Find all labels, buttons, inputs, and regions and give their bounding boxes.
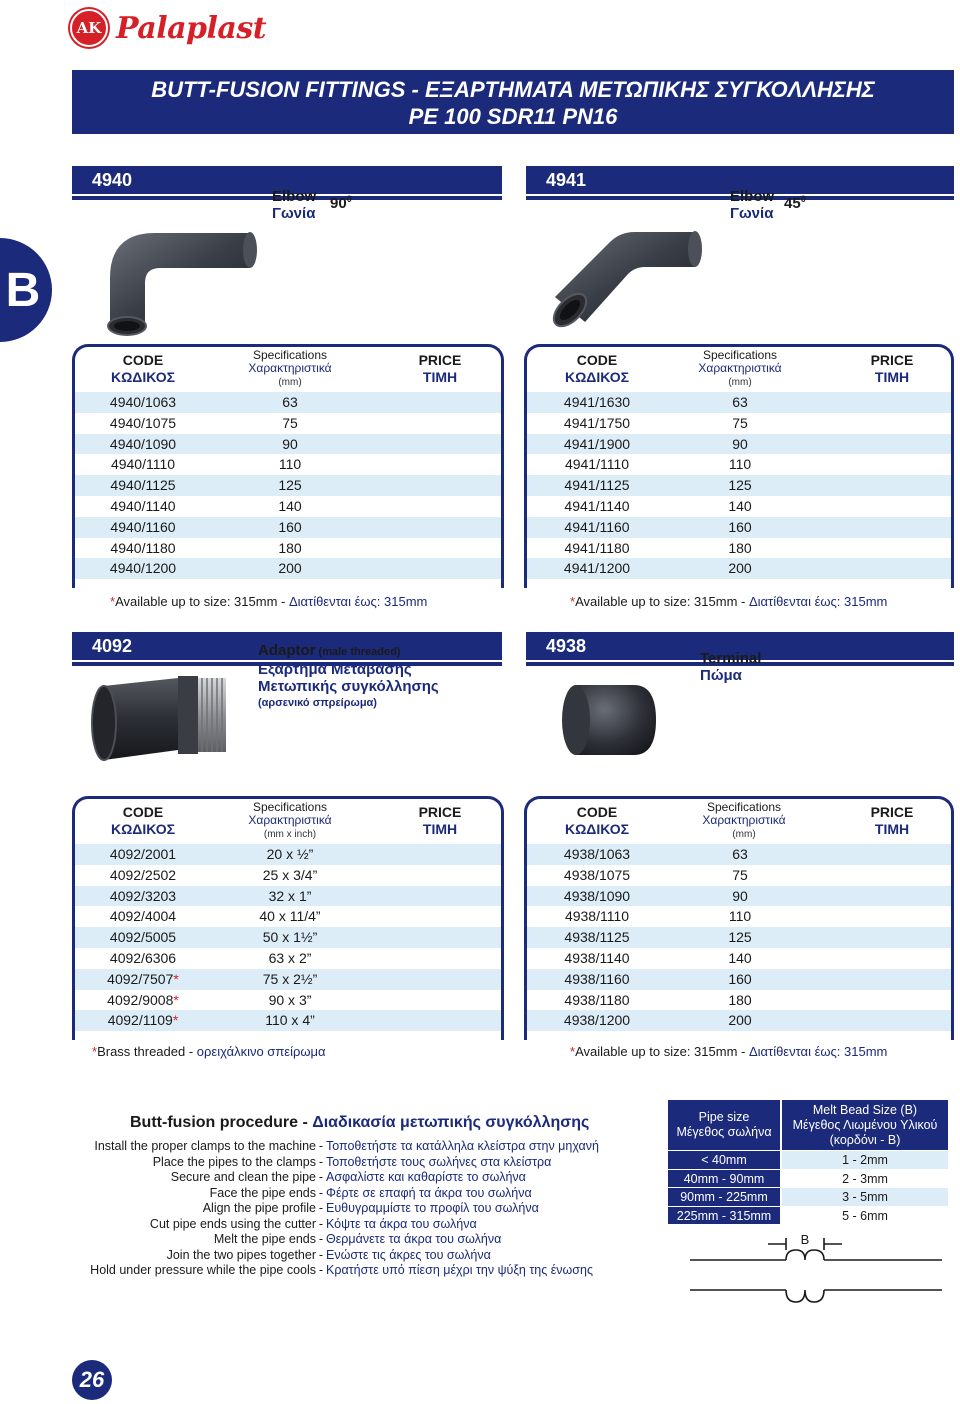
table-row	[527, 865, 951, 886]
terminal-cap-image	[556, 670, 666, 770]
row-spec: 63	[732, 846, 748, 862]
section-tab: B	[0, 238, 52, 342]
procedure-step: Face the pipe ends - Φέρτε σε επαφή τα άκρα του σωλήνα	[60, 1186, 640, 1202]
table-row	[527, 969, 951, 990]
product-code: 4092	[92, 636, 133, 656]
row-spec: 90	[282, 435, 298, 452]
melt-row	[668, 1206, 948, 1225]
row-spec: 75	[282, 414, 298, 431]
procedure-step: Hold under pressure while the pipe cools - Κρατήστε υπό πίεση μέχρι την ψύξη της ένωσης	[60, 1263, 640, 1279]
table-row	[527, 434, 951, 455]
product-name-4938	[700, 650, 761, 684]
row-spec: 125	[728, 477, 752, 494]
table-row	[75, 392, 501, 413]
elbow-45-image	[540, 212, 720, 337]
row-spec: 200	[278, 560, 302, 577]
angle-sup: 0	[346, 194, 352, 204]
table-4938	[524, 796, 954, 1040]
row-code: 4938/1140	[564, 949, 630, 966]
row-spec: 75	[732, 866, 748, 883]
melt-row	[668, 1169, 948, 1188]
row-code: 4941/1180	[564, 539, 630, 556]
table-row	[75, 475, 501, 496]
table-row	[527, 844, 951, 865]
row-spec: 63	[732, 394, 748, 410]
row-code: 4941/1200	[563, 560, 631, 577]
row-code: 4941/1140	[564, 497, 630, 514]
page-title	[72, 70, 954, 134]
bead-size-header: Melt Bead Size (B) Μέγεθος Λιωμένου Υλικού (κορδόνι - B)	[782, 1100, 948, 1150]
table-row	[75, 413, 501, 434]
step-gr: Ενώστε τις άκρες του σωλήνα	[326, 1247, 491, 1262]
angle-value: 90	[330, 195, 347, 212]
bead-label: B	[800, 1232, 810, 1247]
row-code: 4940/1180	[110, 539, 176, 556]
table-row	[527, 1010, 951, 1031]
row-spec: 140	[278, 497, 302, 514]
step-gr: Ευθυγραμμίστε το προφίλ του σωλήνα	[326, 1201, 539, 1215]
row-code: 4092/3203	[109, 887, 177, 904]
procedure-steps	[60, 1139, 640, 1279]
procedure-step: Melt the pipe ends - Θερμάνετε τα άκρα του σωλήνα	[60, 1232, 640, 1248]
row-code: 4092/1109*	[107, 1012, 179, 1029]
step-en: Place the pipes to the clamps	[152, 1154, 316, 1169]
row-code: 4938/1180	[564, 991, 630, 1008]
product-code: 4941	[546, 170, 587, 190]
col-code: CODE ΚΩΔΙΚΟΣ	[110, 804, 176, 837]
table-row	[527, 475, 951, 496]
logo-text: Palaplast	[116, 10, 267, 46]
col-price: PRICE ΤΙΜΗ	[870, 352, 914, 385]
table-header	[527, 347, 951, 391]
row-code: 4092/2001	[109, 846, 177, 862]
table-row	[75, 434, 501, 455]
row-spec: 40 x 11/4”	[259, 908, 321, 925]
table-row	[527, 538, 951, 559]
row-code: 4092/6306	[109, 949, 177, 966]
table-row	[527, 558, 951, 579]
step-gr: Θερμάνετε τα άκρα του σωλήνα	[326, 1232, 502, 1246]
col-spec: Specifications Χαρακτηριστικά (mm)	[248, 348, 332, 388]
row-spec: 180	[278, 539, 302, 556]
table-rows	[75, 844, 501, 1031]
table-row	[75, 1010, 501, 1031]
product-code: 4940	[92, 170, 133, 190]
row-code: 4940/1125	[110, 477, 176, 494]
row-code: 4938/1075	[563, 866, 631, 883]
page-number: 26	[72, 1360, 112, 1400]
row-spec: 110 x 4”	[265, 1012, 315, 1029]
pipe-size-cell: < 40mm	[668, 1150, 780, 1169]
product-name-gr: Γωνία	[272, 205, 316, 222]
row-code: 4938/1160	[564, 970, 630, 987]
row-spec: 110	[728, 908, 752, 925]
row-code: 4940/1110	[110, 456, 176, 473]
row-spec: 75 x 2½”	[262, 970, 318, 987]
row-spec: 25 x 3/4”	[262, 866, 318, 883]
table-4941	[524, 344, 954, 588]
procedure-step: Secure and clean the pipe - Ασφαλίστε και καθαρίστε το σωλήνα	[60, 1170, 640, 1186]
row-code: 4941/1750	[563, 414, 631, 431]
product-name-4941	[730, 188, 774, 222]
step-gr: Τοποθετήστε τους σωλήνες στα κλείστρα	[326, 1154, 552, 1169]
row-code: 4938/1090	[563, 887, 631, 904]
brass-note-4092: *Brass threaded - ορειχάλκινο σπείρωμα	[92, 1044, 326, 1059]
bead-size-cell: 5 - 6mm	[782, 1206, 948, 1225]
step-en: Join the two pipes together	[166, 1247, 316, 1262]
procedure-step: Cut pipe ends using the cutter - Κόψτε τα άκρα του σωλήνα	[60, 1217, 640, 1233]
table-rows	[527, 392, 951, 579]
row-code: 4941/1110	[564, 456, 630, 473]
product-name-gr: Πώμα	[700, 667, 742, 684]
row-spec: 50 x 1½”	[262, 929, 318, 946]
table-row	[527, 906, 951, 927]
step-gr: Τοποθετήστε τα κατάλληλα κλείστρα στην μηχανή	[326, 1139, 599, 1153]
product-name-gr: Γωνία	[730, 205, 774, 222]
table-row	[527, 948, 951, 969]
product-name-gr-1: Εξάρτημα Μετάβασης	[258, 661, 412, 678]
table-row	[527, 413, 951, 434]
bead-size-cell: 3 - 5mm	[782, 1187, 948, 1206]
bead-size-cell: 1 - 2mm	[782, 1150, 948, 1169]
table-row	[75, 886, 501, 907]
product-name-en: Adaptor	[258, 642, 316, 659]
row-code: 4938/1063	[563, 846, 631, 862]
melt-table-rows	[668, 1150, 948, 1224]
title-line-2: PE 100 SDR11 PN16	[408, 104, 618, 129]
brand-logo	[70, 8, 266, 48]
bead-size-cell: 2 - 3mm	[782, 1169, 948, 1188]
row-code: 4940/1063	[109, 394, 177, 410]
melt-row	[668, 1150, 948, 1169]
table-row	[527, 990, 951, 1011]
procedure-step: Align the pipe profile - Ευθυγραμμίστε το προφίλ του σωλήνα	[60, 1201, 640, 1217]
col-spec: Specifications Χαρακτηριστικά (mm x inch)	[248, 800, 332, 840]
row-code: 4092/9008*	[107, 991, 179, 1008]
row-spec: 20 x ½”	[266, 846, 314, 862]
table-row	[75, 844, 501, 865]
row-code: 4940/1200	[109, 560, 177, 577]
step-gr: Κρατήστε υπό πίεση μέχρι την ψύξη της ένωσης	[326, 1263, 593, 1277]
row-spec: 180	[728, 991, 752, 1008]
table-row	[527, 927, 951, 948]
row-code: 4941/1125	[564, 477, 630, 494]
row-spec: 125	[278, 477, 302, 494]
table-row	[75, 558, 501, 579]
col-code: CODE ΚΩΔΙΚΟΣ	[564, 804, 630, 837]
row-spec: 110	[278, 456, 302, 473]
table-4092	[72, 796, 504, 1040]
pipe-size-cell: 90mm - 225mm	[668, 1187, 780, 1206]
step-gr: Κόψτε τα άκρα του σωλήνα	[326, 1216, 477, 1231]
product-name-en: Elbow	[730, 188, 775, 205]
row-code: 4941/1900	[563, 435, 631, 452]
product-name-4092	[258, 642, 439, 712]
pipe-size-cell: 40mm - 90mm	[668, 1169, 780, 1188]
table-row	[527, 886, 951, 907]
step-en: Install the proper clamps to the machine	[94, 1139, 316, 1153]
pipe-size-header: Pipe size Μέγεθος σωλήνα	[668, 1100, 780, 1150]
table-row	[75, 454, 501, 475]
adaptor-image	[86, 664, 246, 774]
table-rows	[75, 392, 501, 579]
step-en: Hold under pressure while the pipe cools	[90, 1263, 316, 1277]
table-row	[75, 990, 501, 1011]
row-code: 4940/1075	[109, 414, 177, 431]
row-spec: 75	[732, 414, 748, 431]
row-code: 4940/1160	[110, 518, 176, 535]
row-spec: 160	[728, 518, 752, 535]
pipe-size-cell: 225mm - 315mm	[668, 1206, 780, 1225]
angle-value: 45	[784, 195, 801, 212]
step-gr: Ασφαλίστε και καθαρίστε το σωλήνα	[326, 1170, 526, 1184]
product-name-en: Elbow	[272, 188, 317, 205]
col-spec: Specifications Χαρακτηριστικά (mm)	[698, 348, 782, 388]
melt-table-header	[668, 1100, 948, 1150]
step-gr: Φέρτε σε επαφή τα άκρα του σωλήνα	[326, 1185, 532, 1200]
step-en: Melt the pipe ends	[213, 1232, 316, 1246]
row-code: 4941/1630	[563, 394, 631, 410]
product-code: 4938	[546, 636, 587, 656]
row-code: 4938/1200	[563, 1012, 631, 1029]
angle-sup: 0	[800, 194, 806, 204]
row-spec: 90 x 3”	[268, 991, 312, 1008]
row-code: 4941/1160	[564, 518, 630, 535]
step-en: Align the pipe profile	[202, 1201, 316, 1215]
angle-label-4940	[330, 194, 352, 212]
col-code: CODE ΚΩΔΙΚΟΣ	[564, 352, 630, 385]
table-header	[75, 799, 501, 843]
table-row	[75, 927, 501, 948]
row-spec: 200	[728, 560, 752, 577]
logo-mark: AK	[70, 9, 108, 47]
table-4940	[72, 344, 504, 588]
row-star: *	[173, 991, 179, 1008]
table-row	[75, 517, 501, 538]
table-row	[75, 969, 501, 990]
table-row	[75, 538, 501, 559]
col-price: PRICE ΤΙΜΗ	[418, 804, 462, 837]
table-row	[527, 496, 951, 517]
row-code: 4940/1090	[109, 435, 177, 452]
product-name-gr-3: (αρσενικό σπρείρωμα)	[258, 697, 377, 709]
table-row	[527, 517, 951, 538]
row-spec: 180	[728, 539, 752, 556]
melt-bead-table	[668, 1100, 948, 1224]
melt-row	[668, 1187, 948, 1206]
bead-diagram	[690, 1232, 950, 1322]
row-spec: 200	[728, 1012, 752, 1029]
row-spec: 90	[732, 887, 748, 904]
row-star: *	[172, 1012, 179, 1029]
row-spec: 160	[728, 970, 752, 987]
elbow-90-image	[90, 208, 270, 338]
availability-note-4941: *Available up to size: 315mm - Διατίθενται έως: 315mm	[570, 594, 888, 609]
row-code: 4092/5005	[109, 929, 177, 946]
availability-note-4940: *Available up to size: 315mm - Διατίθενται έως: 315mm	[110, 594, 428, 609]
product-name-4940	[272, 188, 316, 222]
row-spec: 110	[728, 456, 752, 473]
row-spec: 160	[278, 518, 302, 535]
table-rows	[527, 844, 951, 1031]
row-code: 4092/4004	[109, 908, 177, 925]
title-line-1: BUTT-FUSION FITTINGS - ΕΞΑΡΤΗΜΑΤΑ ΜΕΤΩΠΙΚΗΣ ΣΥΓΚΟΛΛΗΣΗΣ	[151, 77, 875, 102]
table-row	[75, 496, 501, 517]
row-spec: 90	[732, 435, 748, 452]
col-code: CODE ΚΩΔΙΚΟΣ	[110, 352, 176, 385]
step-en: Cut pipe ends using the cutter	[149, 1216, 316, 1231]
row-spec: 63 x 2”	[268, 949, 312, 966]
row-spec: 140	[728, 949, 752, 966]
row-spec: 63	[282, 394, 298, 410]
angle-label-4941	[784, 194, 806, 212]
col-price: PRICE ΤΙΜΗ	[418, 352, 462, 385]
table-row	[75, 906, 501, 927]
product-name-gr-2: Μετωπικής συγκόλλησης	[258, 678, 439, 695]
procedure-step: Install the proper clamps to the machine - Τοποθετήστε τα κατάλληλα κλείστρα στην μηχανή	[60, 1139, 640, 1155]
col-spec: Specifications Χαρακτηριστικά (mm)	[702, 800, 786, 840]
row-code: 4092/2502	[109, 866, 177, 883]
table-header	[75, 347, 501, 391]
procedure-step: Join the two pipes together - Ενώστε τις άκρες του σωλήνα	[60, 1248, 640, 1264]
product-name-en: Terminal	[700, 650, 762, 667]
row-spec: 140	[728, 497, 752, 514]
row-star: *	[173, 970, 179, 987]
row-spec: 32 x 1”	[268, 887, 312, 904]
row-code: 4938/1125	[564, 929, 630, 946]
table-row	[527, 392, 951, 413]
procedure-step: Place the pipes to the clamps - Τοποθετήστε τους σωλήνες στα κλείστρα	[60, 1155, 640, 1171]
procedure-title: Butt-fusion procedure - Διαδικασία μετωπικής συγκόλλησης	[130, 1114, 590, 1131]
step-en: Face the pipe ends	[209, 1185, 316, 1200]
table-row	[75, 865, 501, 886]
row-code: 4938/1110	[564, 908, 630, 925]
col-price: PRICE ΤΙΜΗ	[870, 804, 914, 837]
table-header	[527, 799, 951, 843]
product-name-en-detail: (male threaded)	[315, 646, 401, 658]
table-row	[527, 454, 951, 475]
row-code: 4940/1140	[110, 497, 176, 514]
table-row	[75, 948, 501, 969]
availability-note-4938: *Available up to size: 315mm - Διατίθενται έως: 315mm	[570, 1044, 888, 1059]
row-code: 4092/7507*	[107, 970, 179, 987]
step-en: Secure and clean the pipe	[170, 1170, 316, 1184]
row-spec: 125	[728, 929, 752, 946]
